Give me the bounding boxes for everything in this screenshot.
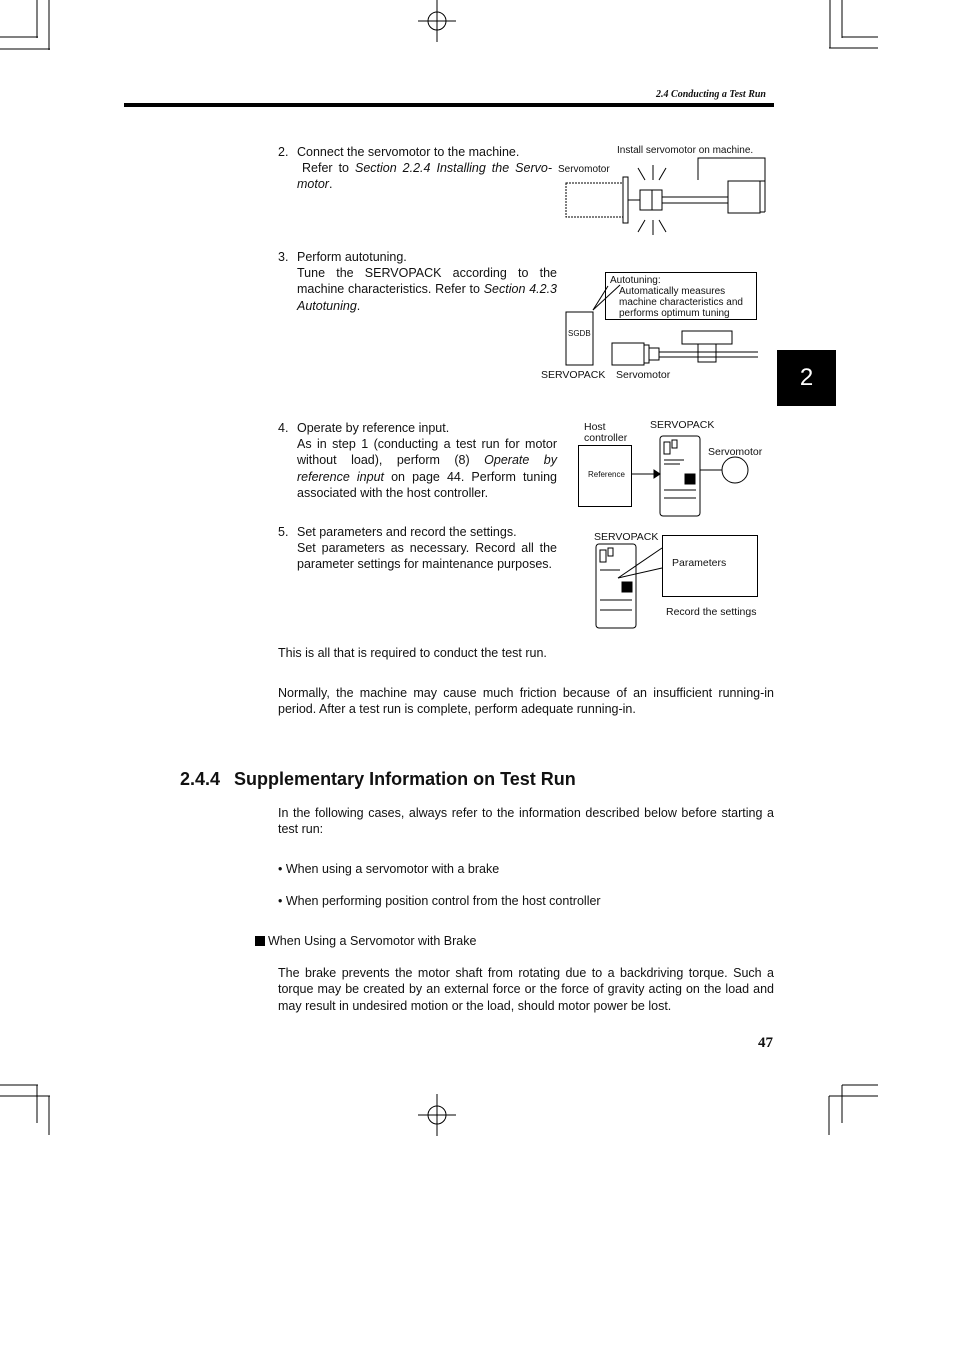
step-2-number: 2. — [278, 145, 289, 159]
fig4-reference-label: Reference — [588, 470, 625, 479]
bullet-text: When using a servomotor with a brake — [285, 862, 500, 876]
fig3-callout-title: Autotuning: — [610, 275, 661, 286]
brake-paragraph: The brake prevents the motor shaft from rotating due to a backdriving torque. Such a torque may be created by an external force or the force of gravity acting on the load and may result in undesired motion or the load, should motor power be lost. — [278, 966, 774, 1013]
step-3-body-italic: Section 4.2.3 Autotuning — [297, 282, 557, 313]
step-2-body — [297, 160, 552, 193]
step-2-body-prefix: Refer to — [302, 161, 355, 175]
square-bullet-icon — [255, 936, 265, 946]
section-number: 2.4.4 — [180, 769, 221, 789]
step-2-body-italic: Section 2.2.4 Installing the Servo-motor — [297, 161, 552, 192]
running-title: 2.4 Conducting a Test Run — [656, 89, 766, 100]
load-box — [682, 331, 732, 344]
step-4-title: Operate by reference input. — [297, 421, 450, 435]
subheading — [255, 933, 655, 949]
step-3-body — [297, 265, 557, 314]
step-2-title: Connect the servomotor to the machine. — [297, 145, 520, 159]
step-3-title: Perform autotuning. — [297, 250, 407, 264]
chapter-tab: 2 — [777, 350, 836, 406]
fig4-host-label: Host controller — [584, 421, 628, 444]
coupling-shape — [640, 190, 728, 210]
fig3-sgdb-label: SGDB — [568, 329, 591, 338]
fig4-diagram — [630, 430, 763, 520]
section-title: Supplementary Information on Test Run — [234, 769, 576, 789]
step-2-body-suffix: . — [328, 177, 333, 192]
step-3-body-suffix: . — [356, 298, 361, 313]
step-5-title: Set parameters and record the settings. — [297, 525, 517, 539]
step-4-body-suffix: on page 44. Perform tuning associated with the host controller. — [297, 469, 557, 500]
step-5-body: Set parameters as necessary. Record all the parameter settings for maintenance purposes. — [297, 541, 557, 572]
servomotor-shape — [566, 177, 640, 223]
servomotor-circle — [722, 457, 748, 483]
sgdb-box — [566, 312, 593, 365]
motor-box — [612, 343, 644, 365]
fig5-diagram — [590, 540, 670, 635]
step-4-body-italic: Operate by reference input — [297, 453, 558, 484]
fig5-servopack-label: SERVOPACK — [594, 531, 659, 543]
step-4-body — [297, 436, 557, 501]
section-heading — [180, 769, 576, 790]
closing-paragraph-2: Normally, the machine may cause much friction because of an insufficient running-in period. After a test run is complete, perform adequate running-in. — [278, 686, 774, 717]
bullet-item: • When performing position control from the host controller — [278, 894, 601, 908]
section-intro: In the following cases, always refer to the information described below before starting a test run: — [278, 806, 774, 837]
bullet-item: • When using a servomotor with a brake — [278, 862, 500, 876]
fig2-motor-label: Servomotor — [558, 164, 610, 175]
bullet-text: When performing position control from the host controller — [285, 894, 601, 908]
fig5-parameters-label: Parameters — [672, 557, 727, 569]
fig5-record-label: Record the settings — [666, 606, 757, 618]
fig4-motor-label: Servomotor — [708, 446, 763, 458]
fig2-caption: Install servomotor on machine. — [617, 145, 754, 156]
fig3-diagram — [560, 285, 760, 370]
page-number: 47 — [758, 1035, 773, 1051]
fig3-servopack-label: SERVOPACK — [541, 369, 606, 381]
step-4-body-prefix: As in step 1 (conducting a test run for motor without load), perform (8) — [297, 437, 557, 468]
step-5-number: 5. — [278, 525, 289, 539]
fig2-diagram — [560, 150, 770, 240]
subheading-text: When Using a Servomotor with Brake — [268, 934, 477, 948]
step-3-number: 3. — [278, 250, 289, 264]
step-3-body-prefix: Tune the SERVOPACK according to the machine characteristics. Refer to — [297, 266, 557, 297]
closing-paragraph-1: This is all that is required to conduct the test run. — [278, 646, 547, 660]
machine-shape — [698, 158, 765, 213]
fig4-servopack-label: SERVOPACK — [650, 419, 715, 431]
fig3-callout-text: Automatically measures machine characteristics and performs optimum tuning — [619, 286, 743, 319]
header-rule — [124, 103, 774, 107]
fig3-motor-label: Servomotor — [616, 369, 671, 381]
step-4-number: 4. — [278, 421, 289, 435]
